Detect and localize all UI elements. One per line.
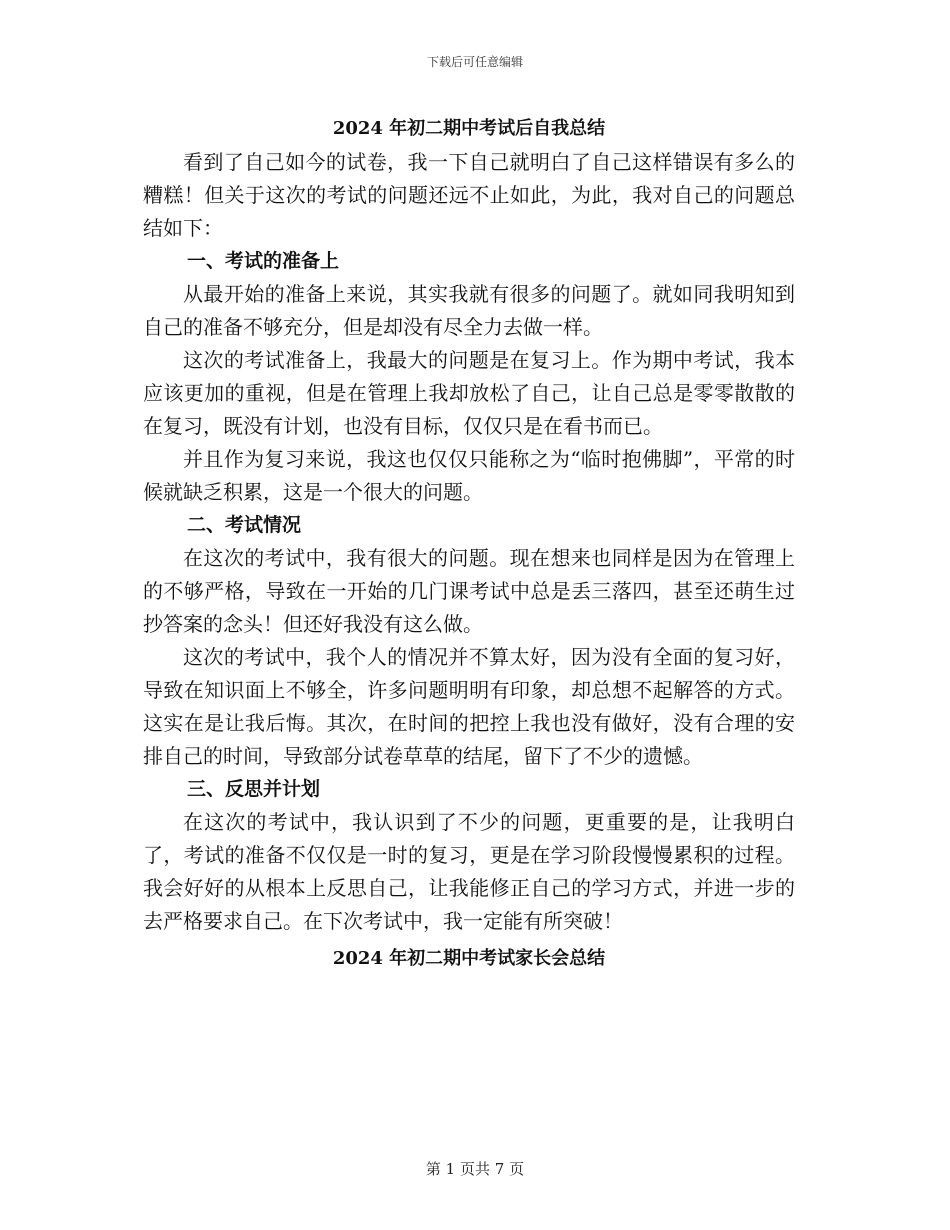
paragraph: 这次的考试中，我个人的情况并不算太好，因为没有全面的复习好，导致在知识面上不够全，许多问题明明有印象，却总想不起解答的方式。这实在是让我后悔。其次，在时间的把控上我也没有做好，没有合理的安排自己的时间，导致部分试卷草草的结尾，留下了不少的遗憾。 (143, 645, 795, 768)
page-footer: 第 1 页共 7 页 (425, 1160, 525, 1178)
paragraph: 这次的考试准备上，我最大的问题是在复习上。作为期中考试，我本应该更加的重视，但是在管理上我却放松了自己，让自己总是零零散散的在复习，既没有计划，也没有目标，仅仅只是在看书而已。 (143, 348, 795, 438)
paragraph: 在这次的考试中，我认识到了不少的问题，更重要的是，让我明白了，考试的准备不仅仅是一时的复习，更是在学习阶段慢慢累积的过程。我会好好的从根本上反思自己，让我能修正自己的学习方式，并进一步的去严格要求自己。在下次考试中，我一定能有所突破！ (143, 810, 795, 933)
section-heading-preparation: 一、考试的准备上 (187, 250, 340, 272)
paragraph: 在这次的考试中，我有很大的问题。现在想来也同样是因为在管理上的不够严格，导致在一开始的几门课考试中总是丢三落四，甚至还萌生过抄答案的念头！但还好我没有这么做。 (143, 546, 795, 636)
next-document-title: 2024 年初二期中考试家长会总结 (332, 948, 606, 969)
document-body (143, 112, 795, 976)
paragraph: 并且作为复习来说，我这也仅仅只能称之为“临时抱佛脚”，平常的时候就缺乏积累，这是一个很大的问题。 (143, 447, 795, 504)
intro-paragraph: 看到了自己如今的试卷，我一下自己就明白了自己这样错误有多么的糟糕！但关于这次的考试的问题还远不止如此，为此，我对自己的问题总结如下： (143, 150, 795, 240)
page-header: 下载后可任意编辑 (426, 55, 523, 69)
paragraph: 从最开始的准备上来说，其实我就有很多的问题了。就如同我明知到自己的准备不够充分，但是却没有尽全力去做一样。 (143, 282, 795, 339)
section-heading-reflection: 三、反思并计划 (187, 778, 321, 800)
section-heading-exam-situation: 二、考试情况 (187, 514, 302, 536)
document-title: 2024 年初二期中考试后自我总结 (332, 118, 606, 139)
